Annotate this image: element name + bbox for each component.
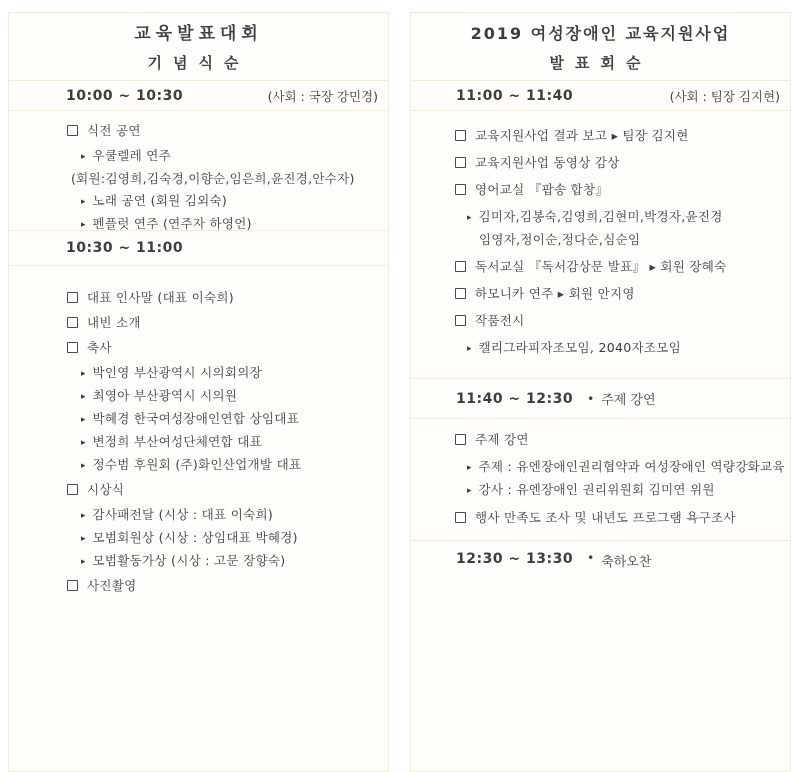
checkbox-icon bbox=[67, 342, 78, 353]
item-text: 감사패전달 (시상 : 대표 이숙희) bbox=[92, 507, 273, 522]
content-row bbox=[411, 111, 790, 379]
time-label: 10:30 ~ 11:00 bbox=[66, 240, 184, 256]
bullet-icon: ▸ bbox=[81, 511, 86, 521]
list-item bbox=[411, 180, 790, 200]
list-item bbox=[9, 455, 388, 476]
checkbox-icon bbox=[455, 130, 466, 141]
dot-icon: • bbox=[587, 551, 595, 565]
bullet-icon: ▸ bbox=[467, 463, 472, 473]
checkbox-icon bbox=[455, 434, 466, 445]
item-text: 작품전시 bbox=[475, 313, 525, 328]
checkbox-icon bbox=[67, 125, 78, 136]
bullet-icon: ▸ bbox=[81, 557, 86, 567]
list-item bbox=[9, 338, 388, 358]
checkbox-icon bbox=[455, 184, 466, 195]
dot-icon: • bbox=[587, 391, 595, 406]
time-label: 10:00 ~ 10:30 bbox=[66, 87, 184, 104]
time-label: 12:30 ~ 13:30 bbox=[456, 551, 574, 567]
checkbox-icon bbox=[67, 292, 78, 303]
item-text: 김미자,김봉숙,김영희,김현미,박경자,윤진경 bbox=[478, 209, 723, 224]
list-item bbox=[9, 480, 388, 500]
item-text: 내빈 소개 bbox=[87, 315, 141, 330]
item-text: 우쿨렐레 연주 bbox=[92, 148, 172, 163]
panel-title: 2019 여성장애인 교육지원사업 bbox=[470, 24, 731, 43]
item-text: 변정희 부산여성단체연합 대표 bbox=[92, 434, 262, 449]
item-text: 캘리그라피자조모임, 2040자조모임 bbox=[478, 340, 681, 355]
list-item bbox=[411, 480, 790, 501]
time-label: 11:40 ~ 12:30 bbox=[456, 390, 574, 407]
bullet-icon: ▸ bbox=[81, 534, 86, 544]
checkbox-icon bbox=[67, 317, 78, 328]
time-row bbox=[411, 81, 790, 111]
item-text: 영어교실 『팝송 합창』 bbox=[475, 182, 609, 197]
bullet-icon: ▸ bbox=[81, 197, 86, 207]
item-text: 교육지원사업 결과 보고 ▸ 팀장 김지현 bbox=[475, 128, 689, 143]
item-text: 주제 강연 bbox=[475, 432, 529, 447]
list-item bbox=[9, 409, 388, 430]
item-text: 노래 공연 (회원 김외숙) bbox=[92, 193, 228, 208]
panel-right-header bbox=[411, 13, 790, 81]
list-item bbox=[411, 430, 790, 450]
bullet-icon: ▸ bbox=[81, 220, 86, 230]
list-item bbox=[9, 169, 388, 189]
list-item bbox=[9, 551, 388, 572]
list-item bbox=[411, 457, 790, 478]
bullet-icon: ▸ bbox=[81, 415, 86, 425]
bullet-icon: ▸ bbox=[81, 369, 86, 379]
checkbox-icon bbox=[455, 512, 466, 523]
item-text: 임영자,정이순,정다순,심순임 bbox=[479, 232, 641, 247]
list-item bbox=[411, 207, 790, 228]
time-note: 주제 강연 bbox=[601, 393, 656, 408]
panel-title: 교육발표대회 bbox=[134, 24, 263, 44]
item-text: 대표 인사말 (대표 이숙희) bbox=[87, 290, 234, 305]
item-text: 정수범 후원회 (주)화인산업개발 대표 bbox=[92, 457, 302, 472]
list-item bbox=[9, 146, 388, 167]
list-item bbox=[411, 508, 790, 528]
time-row bbox=[9, 231, 388, 266]
item-text: 하모니카 연주 ▸ 회원 안지영 bbox=[475, 286, 635, 301]
list-item bbox=[411, 126, 790, 146]
panel-left bbox=[8, 12, 389, 772]
bullet-icon: ▸ bbox=[467, 344, 472, 354]
item-text: 최영아 부산광역시 시의원 bbox=[92, 388, 238, 403]
item-text: 주제 : 유엔장애인권리협약과 여성장애인 역량강화교육 bbox=[478, 459, 785, 474]
list-item bbox=[411, 153, 790, 173]
checkbox-icon bbox=[67, 484, 78, 495]
panel-subtitle: 발표회순 bbox=[549, 54, 652, 72]
list-item bbox=[9, 121, 388, 141]
list-item bbox=[411, 284, 790, 304]
item-text: 강사 : 유엔장애인 권리위원회 김미연 위원 bbox=[478, 482, 715, 497]
panel-left-header bbox=[9, 13, 388, 81]
bullet-icon: ▸ bbox=[81, 461, 86, 471]
bullet-icon: ▸ bbox=[81, 152, 86, 162]
time-row bbox=[411, 541, 790, 771]
list-item bbox=[9, 576, 388, 596]
checkbox-icon bbox=[455, 157, 466, 168]
content-row bbox=[411, 419, 790, 541]
bullet-icon: ▸ bbox=[81, 392, 86, 402]
checkbox-icon bbox=[455, 288, 466, 299]
mc-note: (사회 : 국장 강민경) bbox=[267, 88, 378, 104]
time-label: 11:00 ~ 11:40 bbox=[456, 87, 574, 104]
mc-note: (사회 : 팀장 김지현) bbox=[669, 88, 780, 104]
list-item bbox=[411, 257, 790, 277]
list-item bbox=[9, 313, 388, 333]
item-text: 교육지원사업 동영상 감상 bbox=[475, 155, 620, 170]
item-text: 시상식 bbox=[87, 482, 125, 497]
item-text: 사진촬영 bbox=[87, 578, 137, 593]
list-item bbox=[9, 505, 388, 526]
list-item bbox=[9, 386, 388, 407]
list-item bbox=[9, 432, 388, 453]
content-row bbox=[9, 111, 388, 231]
time-note: 축하오찬 bbox=[601, 555, 652, 570]
time-row bbox=[9, 81, 388, 111]
list-item bbox=[9, 528, 388, 549]
item-text: 모범회원상 (시상 : 상임대표 박혜경) bbox=[92, 530, 298, 545]
bullet-icon: ▸ bbox=[467, 486, 472, 496]
list-item bbox=[411, 230, 790, 250]
item-text: 박혜경 한국여성장애인연합 상임대표 bbox=[92, 411, 300, 426]
item-text: (회원:김영희,김숙경,이향순,임은희,윤진경,안수자) bbox=[71, 171, 355, 186]
item-text: 펜플럿 연주 (연주자 하영언) bbox=[92, 216, 252, 231]
checkbox-icon bbox=[455, 315, 466, 326]
panel-right bbox=[410, 12, 791, 772]
time-row bbox=[411, 379, 790, 419]
list-item bbox=[9, 288, 388, 308]
item-text: 박인영 부산광역시 시의회의장 bbox=[92, 365, 262, 380]
item-text: 독서교실 『독서감상문 발표』 ▸ 회원 장혜숙 bbox=[475, 259, 727, 274]
checkbox-icon bbox=[455, 261, 466, 272]
item-text: 축사 bbox=[87, 340, 112, 355]
content-row bbox=[9, 266, 388, 771]
checkbox-icon bbox=[67, 580, 78, 591]
list-item bbox=[411, 338, 790, 359]
item-text: 행사 만족도 조사 및 내년도 프로그램 욕구조사 bbox=[475, 510, 736, 525]
item-text: 모범활동가상 (시상 : 고문 장향숙) bbox=[92, 553, 286, 568]
bullet-icon: ▸ bbox=[81, 438, 86, 448]
list-item bbox=[9, 363, 388, 384]
list-item bbox=[411, 311, 790, 331]
list-item bbox=[9, 191, 388, 212]
panel-subtitle: 기념식순 bbox=[147, 54, 250, 72]
bullet-icon: ▸ bbox=[467, 213, 472, 223]
item-text: 식전 공연 bbox=[87, 123, 141, 138]
